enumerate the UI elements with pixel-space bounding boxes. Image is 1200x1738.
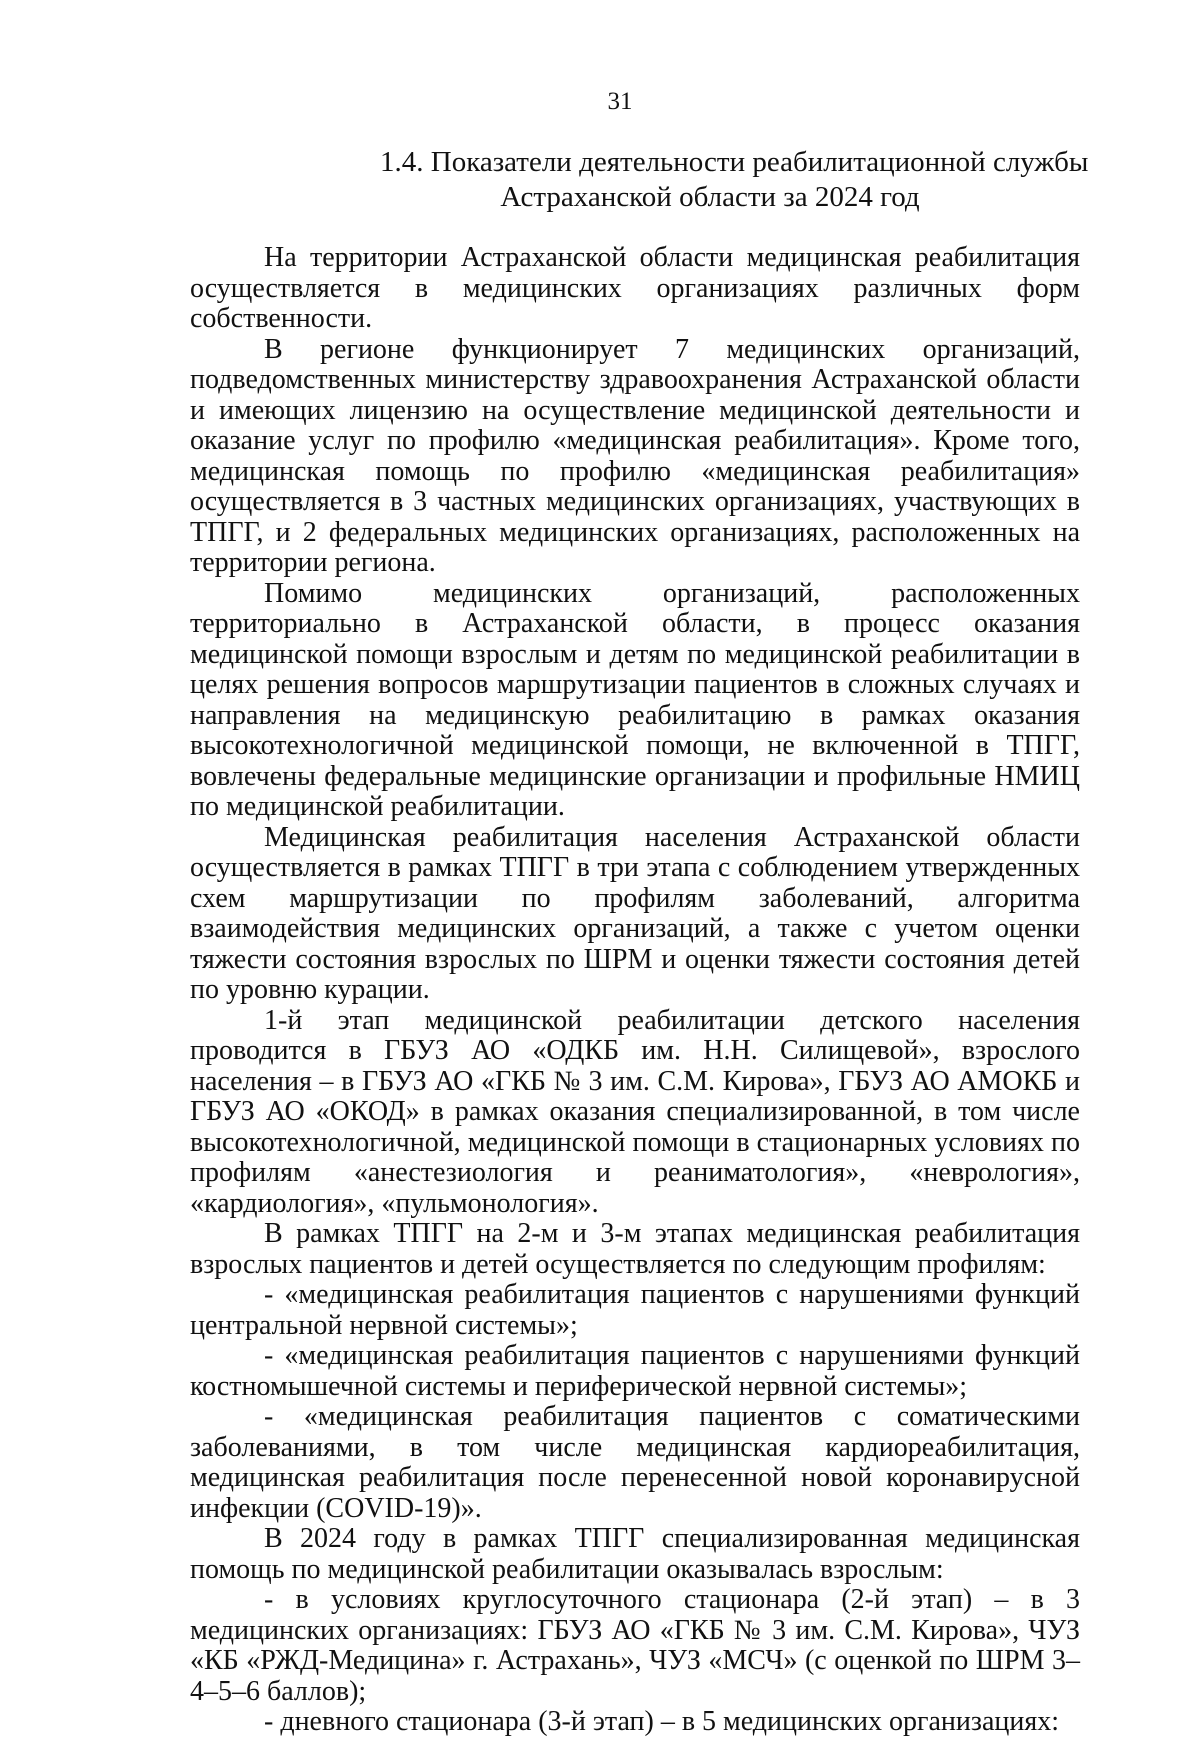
condition-list-item: - дневного стационара (3-й этап) – в 5 медицинских организациях: (264, 1706, 1060, 1737)
section-heading (380, 145, 1089, 215)
paragraph-2024: В 2024 году в рамках ТПГГ специализированная медицинская помощь по медицинской реабилитации оказывалась взрослым: (190, 1523, 1080, 1585)
document-body (190, 243, 1080, 1738)
page-number: 31 (607, 88, 633, 115)
section-heading-line-2: Астраханской области за 2024 год (500, 181, 920, 213)
profile-list-item: - «медицинская реабилитация пациентов с соматическими заболеваниями, в том числе медицинская кардиореабилитация, медицинская реабилитация после перенесенной новой коронавирусной инфекции (COVID-19)». (190, 1401, 1080, 1524)
paragraph-organizations: В регионе функционирует 7 медицинских организаций, подведомственных министерству здравоохранения Астраханской области и имеющих лицензию на осуществление медицинской деятельности и оказание услуг по профилю «медицинская реабилитация». Кроме того, медицинская помощь по профилю «медицинская реабилитация» осуществляется в 3 частных медицинских организациях, участвующих в ТПГГ, и 2 федеральных медицинских организациях, расположенных на территории региона. (190, 333, 1080, 578)
condition-list-item: - в условиях круглосуточного стационара (2-й этап) – в 3 медицинских организациях: ГБУЗ АО «ГКБ № 3 им. С.М. Кирова», ЧУЗ «КБ «РЖД-Медицина» г. Астрахань», ЧУЗ «МСЧ» (с оценкой по ШРМ 3–4–5–6 баллов); (190, 1584, 1080, 1707)
profile-list-item: - «медицинская реабилитация пациентов с нарушениями функций костномышечной системы и периферической нервной системы»; (190, 1340, 1080, 1402)
profile-list-item: - «медицинская реабилитация пациентов с нарушениями функций центральной нервной системы»; (190, 1279, 1080, 1341)
paragraph-federal-organizations: Помимо медицинских организаций, расположенных территориально в Астраханской области, в процесс оказания медицинской помощи взрослым и детям по медицинской реабилитации в целях решения вопросов маршрутизации пациентов в сложных случаях и направления на медицинскую реабилитацию в рамках оказания высокотехнологичной медицинской помощи, не включенной в ТПГГ, вовлечены федеральные медицинские организации и профильные НМИЦ по медицинской реабилитации. (190, 577, 1080, 822)
paragraph-profiles-intro: В рамках ТПГГ на 2-м и 3-м этапах медицинская реабилитация взрослых пациентов и детей осуществляется по следующим профилям: (190, 1218, 1080, 1280)
section-heading-line-1: 1.4. Показатели деятельности реабилитационной службы (380, 146, 1089, 178)
paragraph-first-stage: 1-й этап медицинской реабилитации детского населения проводится в ГБУЗ АО «ОДКБ им. Н.Н. Силищевой», взрослого населения – в ГБУЗ АО «ГКБ № 3 им. С.М. Кирова», ГБУЗ АО АМОКБ и ГБУЗ АО «ОКОД» в рамках оказания специализированной, в том числе высокотехнологичной, медицинской помощи в стационарных условиях по профилям «анестезиология и реаниматология», «неврология», «кардиология», «пульмонология». (190, 1004, 1080, 1219)
paragraph-territory: На территории Астраханской области медицинская реабилитация осуществляется в медицинских организациях различных форм собственности. (190, 242, 1080, 334)
paragraph-three-stages: Медицинская реабилитация населения Астраханской области осуществляется в рамках ТПГГ в три этапа с соблюдением утвержденных схем маршрутизации по профилям заболеваний, алгоритма взаимодействия медицинских организаций, а также с учетом оценки тяжести состояния взрослых по ШРМ и оценки тяжести состояния детей по уровню курации. (190, 821, 1080, 1005)
